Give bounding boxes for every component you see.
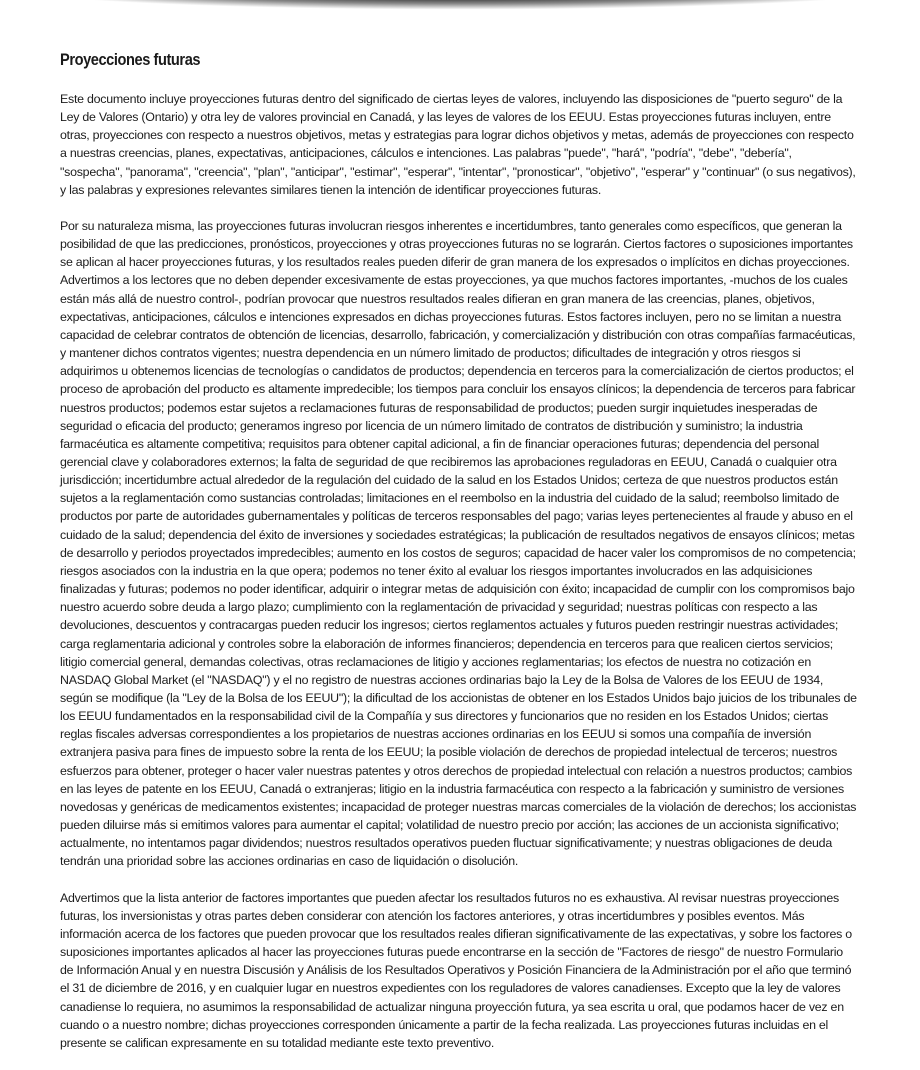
paragraph-intro: Este documento incluye proyecciones futuras dentro del significado de ciertas leyes de valores, incluyendo las disposiciones de "puerto seguro" de la Ley de Valores (Ontario) y otra ley de valores provincial en Canadá, y las leyes de valores de los EEUU. Estas proyecciones futuras incluyen, entre otras, proyecciones con respecto a nuestros objetivos, metas y estrategias para lograr dichos objetivos y metas, además de proyecciones con respecto a nuestras creencias, planes, expectativas, anticipaciones, cálculos e intenciones. Las palabras "puede", "hará", "podría", "debe", "debería", "sospecha", "panorama", "creencia", "plan", "anticipar", "estimar", "esperar", "intentar", "pronosticar", "objetivo", "esperar" y "continuar" (o sus negativos), y las palabras y expresiones relevantes similares tienen la intención de identificar proyecciones futuras. bbox=[60, 92, 856, 197]
document-body bbox=[60, 90, 857, 1052]
document-content bbox=[60, 49, 857, 1070]
paragraph-risk-factors: Por su naturaleza misma, las proyecciones futuras involucran riesgos inherentes e incertidumbres, tanto generales como específicos, que generan la posibilidad de que las predicciones, pronósticos, proyecciones y otras proyecciones futuras no se lograrán. Ciertos factores o suposiciones importantes se aplican al hacer proyecciones futuras, y los resultados reales pueden diferir de gran manera de los expresados o implícitos en dichas proyecciones. Advertimos a los lectores que no deben depender excesivamente de estas proyecciones, ya que muchos factores importantes, -muchos de los cuales están más allá de nuestro control-, podrían provocar que nuestros resultados reales difieran en gran manera de las creencias, planes, objetivos, expectativas, anticipaciones, cálculos e intenciones expresados en dichas proyecciones futuras. Estos factores incluyen, pero no se limitan a nuestra capacidad de celebrar contratos de obtención de licencias, desarrollo, fabricación, y comercialización y distribución con otras compañías farmacéuticas, y mantener dichos contratos vigentes; nuestra dependencia en un número limitado de productos; dificultades de integración y otros riesgos si adquirimos u obtenemos licencias de tecnologías o candidatos de productos; dependencia en terceros para la comercialización de ciertos productos; el proceso de aprobación del producto es altamente impredecible; los tiempos para concluir los ensayos clínicos; la dependencia de terceros para fabricar nuestros productos; podemos estar sujetos a reclamaciones futuras de responsabilidad de productos; pueden surgir inquietudes inesperadas de seguridad o eficacia del producto; generamos ingreso por licencia de un número limitado de contratos de distribución y suministro; la industria farmacéutica es altamente competitiva; requisitos para obtener capital adicional, a fin de financiar operaciones futuras; dependencia del personal gerencial clave y colaboradores externos; la falta de seguridad de que recibiremos las aprobaciones reguladoras en EEUU, Canadá o cualquier otra jurisdicción; incertidumbre actual alrededor de la regulación del cuidado de la salud en los Estados Unidos; certeza de que nuestros productos están sujetos a la reglamentación como sustancias controladas; limitaciones en el reembolso en la industria del cuidado de la salud; reembolso limitado de productos por parte de autoridades gubernamentales y políticas de terceros responsables del pago; varias leyes pertenecientes al fraude y abuso en el cuidado de la salud; dependencia del éxito de inversiones y sociedades estratégicas; la publicación de resultados negativos de ensayos clínicos; metas de desarrollo y periodos proyectados impredecibles; aumento en los costos de seguros; capacidad de hacer valer los compromisos de no competencia; riesgos asociados con la industria en la que opera; podemos no tener éxito al evaluar los riesgos importantes involucrados en las adquisiciones finalizadas y futuras; podemos no poder identificar, adquirir o integrar metas de adquisición con éxito; incapacidad de cumplir con los compromisos bajo nuestro acuerdo sobre deuda a largo plazo; cumplimiento con la reglamentación de privacidad y seguridad; nuestras políticas con respecto a las devoluciones, descuentos y contracargas pueden reducir los ingresos; ciertos reglamentos actuales y futuros pueden restringir nuestras actividades; carga reglamentaria adicional y controles sobre la elaboración de informes financieros; dependencia en terceros para que realicen ciertos servicios; litigio comercial general, demandas colectivas, otras reclamaciones de litigio y acciones reglamentarias; los efectos de nuestra no cotización en NASDAQ Global Market (el "NASDAQ") y el no registro de nuestras acciones ordinarias bajo la Ley de la Bolsa de Valores de los EEUU de 1934, según se modifique (la "Ley de la Bolsa de los EEUU"); la dificultad de los accionistas de obtener en los Estados Unidos bajo juicios de los tribunales de los EEUU fundamentados en la responsabilidad civil de la Compañía y sus directores y funcionarios que no residen en los Estados Unidos; ciertas reglas fiscales adversas correspondientes a los propietarios de nuestras acciones ordinarias en los EEUU si somos una compañía de inversión extranjera pasiva para fines de impuesto sobre la renta de los EEUU; la posible violación de derechos de propiedad intelectual de terceros; nuestros esfuerzos para obtener, proteger o hacer valer nuestras patentes y otros derechos de propiedad intelectual con relación a nuestros productos; cambios en las leyes de patente en los EEUU, Canadá o extranjeras; litigio en la industria farmacéutica con respecto a la fabricación y suministro de versiones novedosas y genéricas de medicamentos existentes; incapacidad de proteger nuestras marcas comerciales de la violación de derechos; los accionistas pueden diluirse más si emitimos valores para aumentar el capital; volatilidad de nuestro precio por acción; las acciones de un accionista significativo; actualmente, no intentamos pagar dividendos; nuestros resultados operativos pueden fluctuar significativamente; y nuestras obligaciones de deuda tendrán una prioridad sobre las acciones ordinarias en caso de liquidación o disolución. bbox=[60, 218, 857, 869]
page-title: Proyecciones futuras bbox=[60, 50, 201, 69]
paragraph-disclaimer: Advertimos que la lista anterior de factores importantes que pueden afectar los resultados futuros no es exhaustiva. Al revisar nuestras proyecciones futuras, los inversionistas y otras partes deben considerar con atención los factores anteriores, y otras incertidumbres y posibles eventos. Más información acerca de los factores que pueden provocar que los resultados reales difieran significativamente de las expectativas, y sobre los factores o suposiciones importantes aplicados al hacer las proyecciones futuras puede encontrarse en la sección de "Factores de riesgo" de nuestro Formulario de Información Anual y en nuestra Discusión y Análisis de los Resultados Operativos y Posición Financiera de la Administración por el año que terminó el 31 de diciembre de 2016, y en cualquier lugar en nuestros expedientes con los reguladores de valores canadienses. Excepto que la ley de valores canadiense lo requiera, no asumimos la responsabilidad de actualizar ninguna proyección futura, ya sea escrita u oral, que podamos hacer de vez en cuando o a nuestro nombre; dichas proyecciones corresponden únicamente a partir de la fecha realizada. Las proyecciones futuras incluidas en el presente se califican expresamente en su totalidad mediante este texto preventivo. bbox=[60, 890, 852, 1050]
top-edge-shadow bbox=[0, 0, 920, 18]
